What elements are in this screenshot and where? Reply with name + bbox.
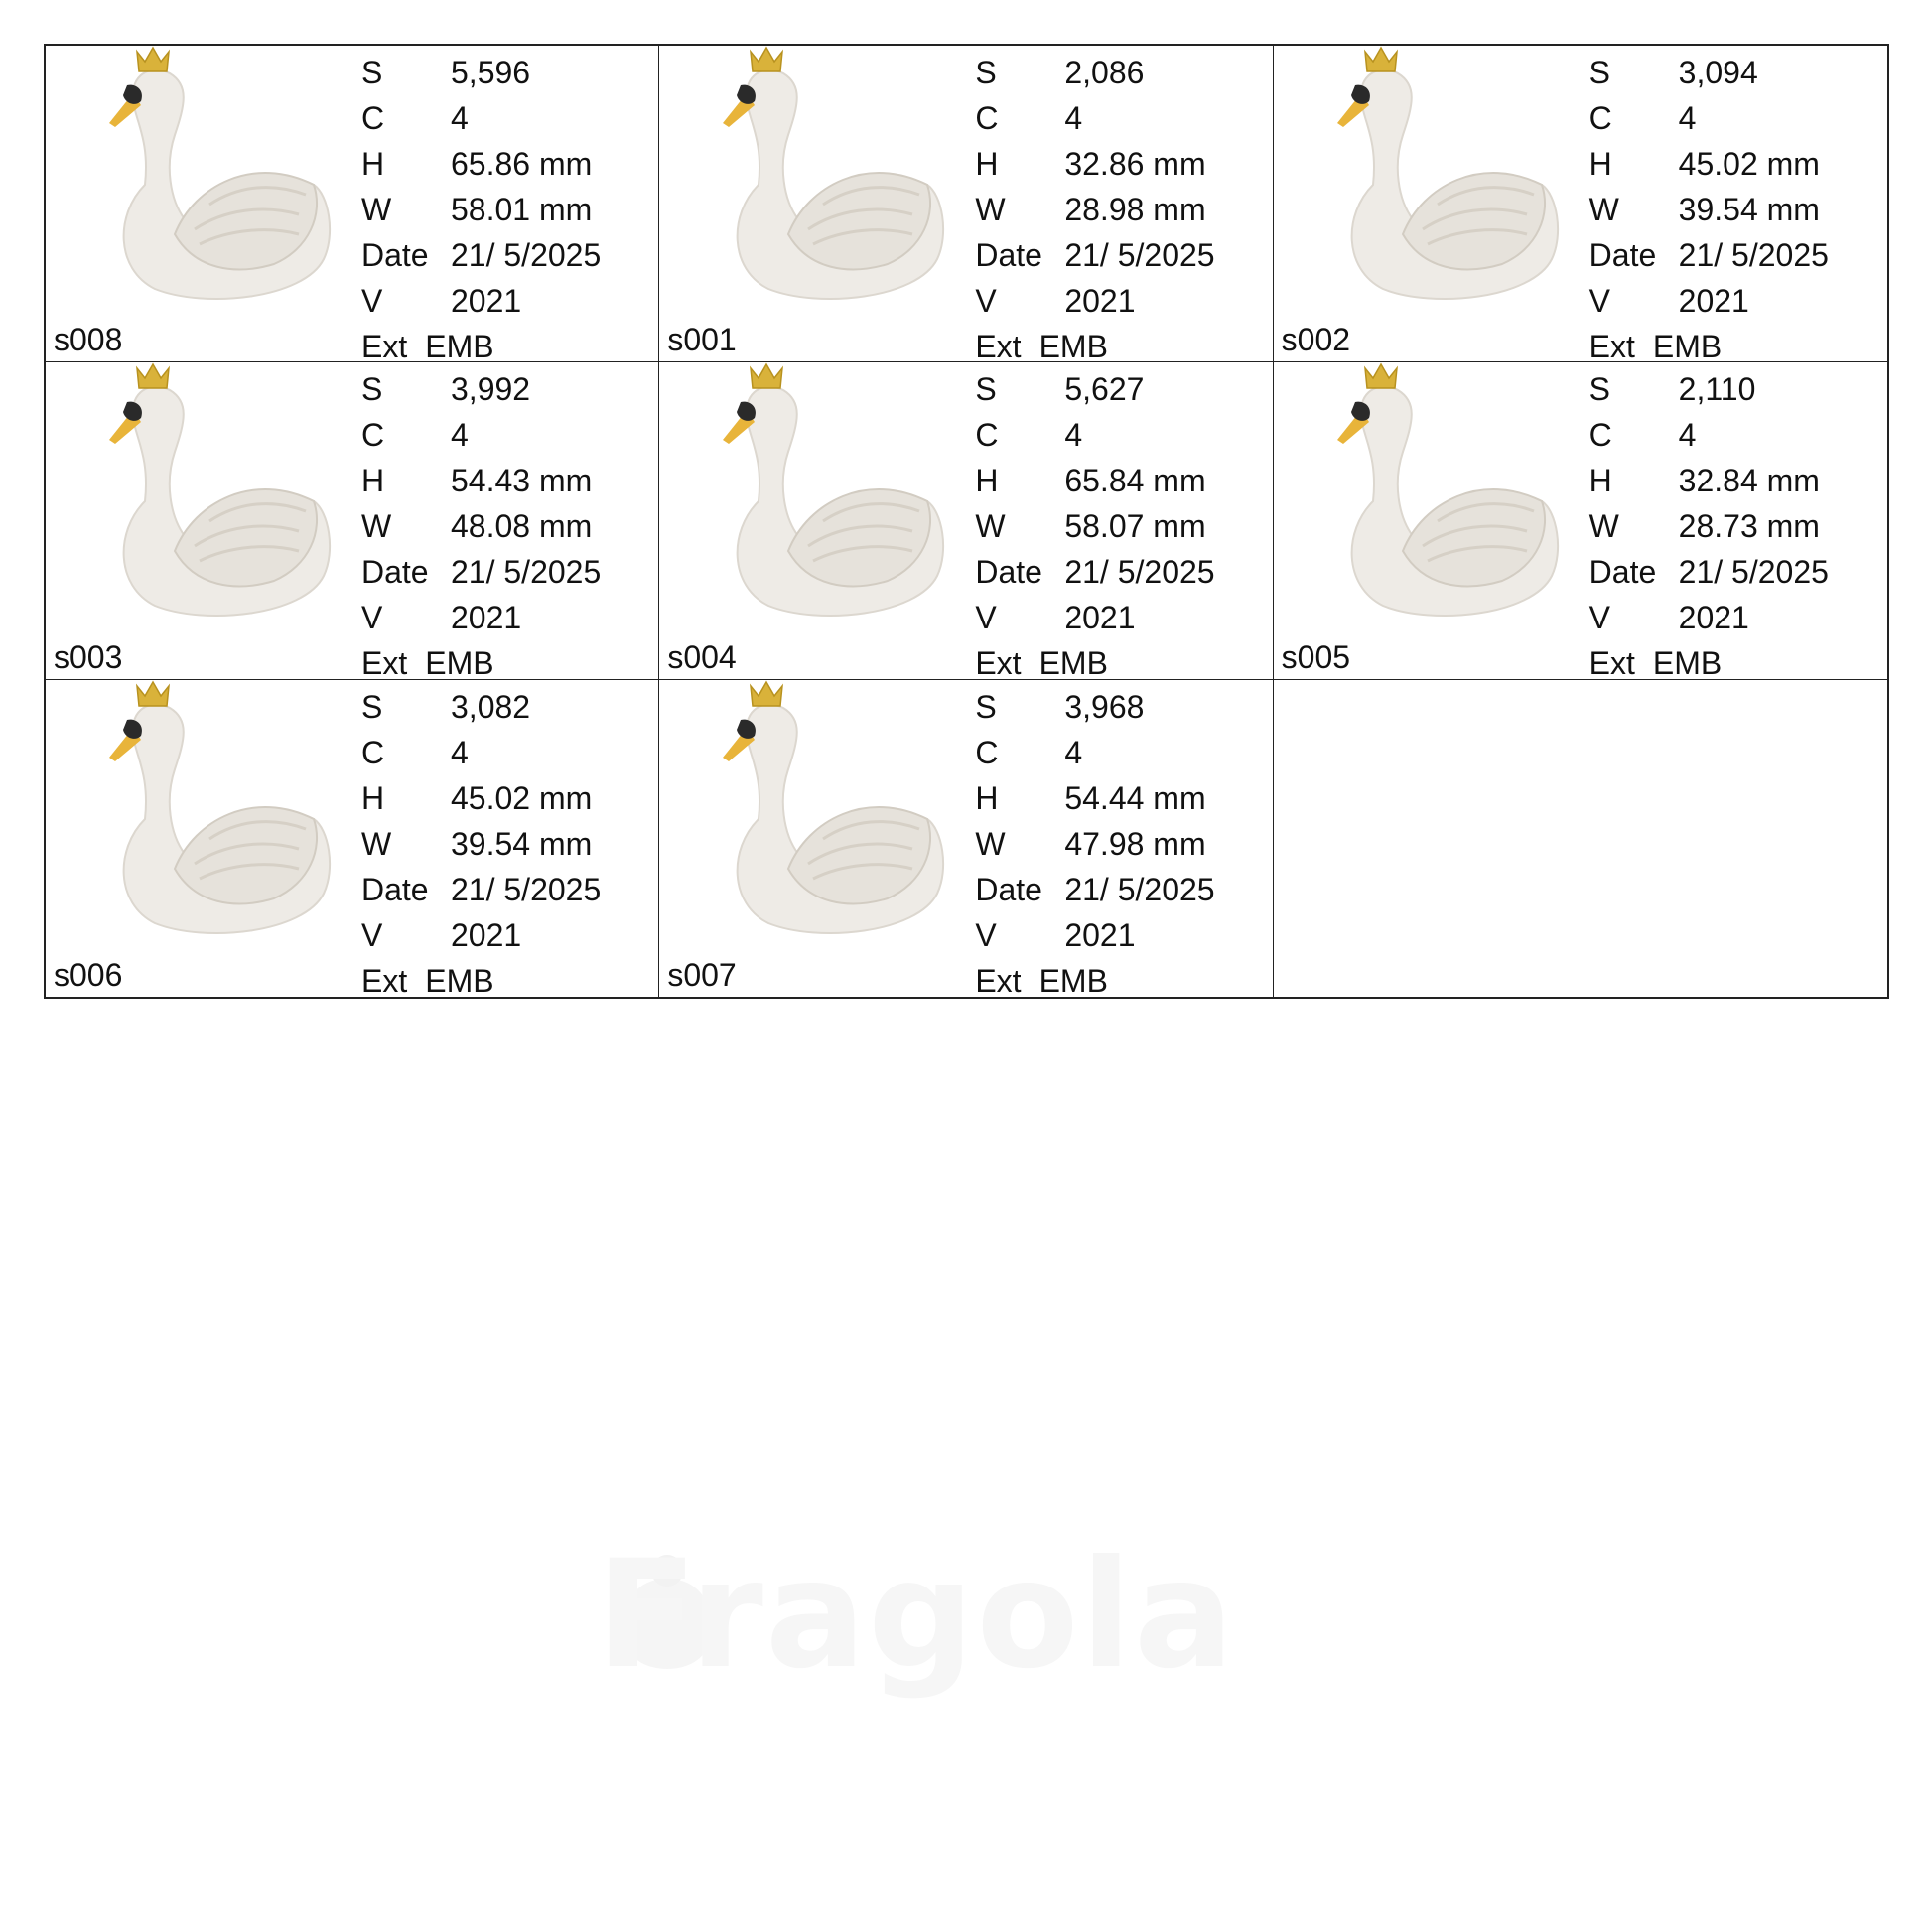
spec-label: W (975, 508, 1006, 545)
stitch-count-row (361, 366, 601, 412)
spec-label: C (361, 417, 385, 454)
color-count-row (975, 730, 1214, 775)
spec-value: 21/ 5/2025 (1678, 554, 1829, 591)
spec-value: 58.07 mm (1064, 508, 1206, 545)
design-name: s006 (54, 957, 123, 993)
width-row (361, 503, 601, 549)
spec-value: 2021 (1064, 916, 1136, 953)
spec-label: W (361, 508, 392, 545)
design-specs (361, 684, 601, 997)
design-catalog-sheet (44, 44, 1889, 999)
date-row (361, 549, 601, 595)
spec-value: EMB (1652, 329, 1723, 363)
color-count-row (1589, 412, 1829, 458)
version-row (975, 278, 1214, 324)
spec-value: 21/ 5/2025 (1064, 554, 1215, 591)
spec-value: 39.54 mm (451, 825, 593, 862)
spec-label: Ext (361, 962, 408, 997)
design-cell (46, 362, 659, 679)
spec-label: Ext (975, 962, 1022, 997)
spec-value: 58.01 mm (451, 192, 593, 227)
date-row (1589, 549, 1829, 595)
spec-value: 4 (451, 417, 469, 454)
extension-row (361, 640, 601, 679)
height-row (361, 458, 601, 503)
design-name: s005 (1281, 638, 1351, 675)
design-specs (975, 50, 1214, 362)
spec-value: 28.73 mm (1678, 508, 1820, 545)
color-count-row (1589, 95, 1829, 141)
color-count-row (361, 412, 601, 458)
spec-label: S (1588, 55, 1610, 90)
design-cell (659, 680, 1273, 997)
crowned-swan-icon (75, 46, 344, 304)
spec-label: Ext (975, 329, 1022, 363)
spec-value: 2021 (1678, 283, 1749, 319)
spec-value: 45.02 mm (1678, 146, 1820, 182)
extension-row (361, 958, 601, 997)
spec-value: 4 (1064, 100, 1083, 136)
spec-value: 21/ 5/2025 (1678, 237, 1829, 273)
spec-label: C (361, 734, 385, 770)
spec-label: V (361, 600, 383, 636)
date-row (975, 549, 1214, 595)
spec-value: 5,596 (451, 55, 531, 90)
height-row (1589, 141, 1829, 187)
height-row (361, 141, 601, 187)
width-row (975, 503, 1214, 549)
spec-value: 32.84 mm (1678, 463, 1820, 499)
spec-label: S (1588, 371, 1610, 408)
crowned-swan-icon (1304, 46, 1572, 304)
spec-label: H (361, 779, 385, 816)
spec-label: H (361, 463, 385, 499)
extension-row (975, 324, 1214, 362)
spec-value: 3,992 (451, 371, 531, 408)
spec-label: Date (361, 554, 429, 591)
spec-value: EMB (425, 962, 494, 997)
spec-value: EMB (425, 329, 494, 363)
height-row (361, 775, 601, 821)
version-row (975, 912, 1214, 958)
spec-label: H (361, 146, 385, 182)
spec-value: 4 (1064, 417, 1083, 454)
spec-value: 28.98 mm (1064, 192, 1206, 227)
spec-label: W (975, 192, 1006, 227)
spec-value: 2021 (1064, 283, 1136, 319)
extension-row (975, 640, 1214, 679)
design-specs (361, 50, 601, 362)
spec-value: 2021 (451, 283, 522, 319)
spec-label: C (1588, 100, 1612, 136)
extension-row (1589, 640, 1829, 679)
spec-label: Date (1588, 554, 1657, 591)
design-name: s003 (54, 638, 123, 675)
empty-cell (1274, 680, 1887, 997)
watermark-text: Fragola (596, 1529, 1237, 1702)
spec-value: EMB (1038, 329, 1108, 363)
design-name: s008 (54, 322, 123, 358)
design-cell (1274, 362, 1887, 679)
spec-label: S (975, 688, 997, 725)
spec-value: 2021 (451, 916, 522, 953)
height-row (975, 458, 1214, 503)
spec-label: S (975, 371, 997, 408)
color-count-row (975, 412, 1214, 458)
design-specs (975, 684, 1214, 997)
spec-value: 47.98 mm (1064, 825, 1206, 862)
spec-value: EMB (425, 645, 494, 680)
version-row (975, 595, 1214, 640)
spec-label: H (975, 146, 999, 182)
spec-value: 21/ 5/2025 (451, 554, 602, 591)
date-row (975, 867, 1214, 912)
version-row (1589, 595, 1829, 640)
stitch-count-row (361, 50, 601, 95)
width-row (1589, 503, 1829, 549)
version-row (361, 912, 601, 958)
spec-value: 5,627 (1064, 371, 1145, 408)
spec-value: 2021 (451, 600, 522, 636)
spec-value: 65.86 mm (451, 146, 593, 182)
spec-label: H (975, 779, 999, 816)
spec-value: 4 (1678, 100, 1697, 136)
spec-label: C (975, 100, 999, 136)
spec-value: 21/ 5/2025 (1064, 871, 1215, 907)
spec-label: V (361, 916, 383, 953)
crowned-swan-icon (75, 680, 344, 938)
spec-label: S (975, 55, 997, 90)
spec-label: V (361, 283, 383, 319)
spec-value: 4 (1064, 734, 1083, 770)
spec-value: 4 (451, 734, 469, 770)
stitch-count-row (1589, 366, 1829, 412)
stitch-count-row (361, 684, 601, 730)
spec-label: Ext (361, 645, 408, 680)
date-row (361, 232, 601, 278)
design-specs (1589, 50, 1829, 362)
crowned-swan-icon (689, 680, 957, 938)
spec-label: Ext (1588, 329, 1635, 363)
spec-value: 3,968 (1064, 688, 1145, 725)
spec-label: Ext (1588, 645, 1635, 680)
spec-value: 45.02 mm (451, 779, 593, 816)
spec-value: EMB (1038, 962, 1108, 997)
spec-label: S (361, 688, 383, 725)
spec-label: Date (361, 871, 429, 907)
spec-value: 65.84 mm (1064, 463, 1206, 499)
version-row (1589, 278, 1829, 324)
design-specs (361, 366, 601, 679)
design-cell (1274, 46, 1887, 362)
spec-label: H (975, 463, 999, 499)
spec-value: 54.43 mm (451, 463, 593, 499)
design-name: s004 (667, 638, 737, 675)
color-count-row (975, 95, 1214, 141)
spec-value: 54.44 mm (1064, 779, 1206, 816)
spec-value: EMB (1038, 645, 1108, 680)
design-name: s001 (667, 322, 737, 358)
spec-value: 48.08 mm (451, 508, 593, 545)
spec-value: 21/ 5/2025 (451, 237, 602, 273)
spec-value: 2,086 (1064, 55, 1145, 90)
height-row (1589, 458, 1829, 503)
spec-label: Ext (975, 645, 1022, 680)
design-name: s007 (667, 957, 737, 993)
date-row (361, 867, 601, 912)
extension-row (975, 958, 1214, 997)
spec-label: W (361, 192, 392, 227)
spec-label: V (975, 916, 997, 953)
width-row (975, 821, 1214, 867)
spec-label: C (975, 417, 999, 454)
design-cell (659, 46, 1273, 362)
spec-label: C (1588, 417, 1612, 454)
spec-value: 3,082 (451, 688, 531, 725)
spec-value: 2,110 (1678, 371, 1756, 408)
width-row (1589, 187, 1829, 232)
spec-value: 21/ 5/2025 (1064, 237, 1215, 273)
color-count-row (361, 730, 601, 775)
spec-label: H (1588, 463, 1612, 499)
spec-label: Date (975, 871, 1042, 907)
spec-value: 4 (451, 100, 469, 136)
spec-label: Date (1588, 237, 1657, 273)
spec-label: S (361, 55, 383, 90)
design-cell (659, 362, 1273, 679)
version-row (361, 278, 601, 324)
extension-row (1589, 324, 1829, 362)
spec-label: Date (975, 237, 1042, 273)
spec-label: W (975, 825, 1006, 862)
width-row (361, 821, 601, 867)
color-count-row (361, 95, 601, 141)
version-row (361, 595, 601, 640)
spec-label: V (975, 600, 997, 636)
crowned-swan-icon (689, 46, 957, 304)
stitch-count-row (975, 50, 1214, 95)
width-row (361, 187, 601, 232)
width-row (975, 187, 1214, 232)
spec-label: C (975, 734, 999, 770)
spec-label: V (1588, 283, 1610, 319)
spec-value: 21/ 5/2025 (451, 871, 602, 907)
design-cell (46, 680, 659, 997)
spec-label: V (975, 283, 997, 319)
spec-value: 39.54 mm (1678, 192, 1820, 227)
design-name: s002 (1281, 322, 1351, 358)
spec-value: 4 (1678, 417, 1697, 454)
spec-label: W (1588, 508, 1619, 545)
height-row (975, 775, 1214, 821)
spec-label: W (1588, 192, 1619, 227)
date-row (1589, 232, 1829, 278)
spec-value: 3,094 (1678, 55, 1758, 90)
stitch-count-row (1589, 50, 1829, 95)
stitch-count-row (975, 684, 1214, 730)
design-cell (46, 46, 659, 362)
date-row (975, 232, 1214, 278)
spec-value: 32.86 mm (1064, 146, 1206, 182)
design-specs (1589, 366, 1829, 679)
extension-row (361, 324, 601, 362)
crowned-swan-icon (75, 362, 344, 621)
crowned-swan-icon (689, 362, 957, 621)
spec-label: W (361, 825, 392, 862)
spec-label: Date (975, 554, 1042, 591)
stitch-count-row (975, 366, 1214, 412)
design-specs (975, 366, 1214, 679)
spec-label: Ext (361, 329, 408, 363)
spec-label: H (1588, 146, 1612, 182)
spec-value: 2021 (1064, 600, 1136, 636)
spec-label: S (361, 371, 383, 408)
spec-label: C (361, 100, 385, 136)
height-row (975, 141, 1214, 187)
crowned-swan-icon (1304, 362, 1572, 621)
spec-value: EMB (1652, 645, 1723, 680)
spec-label: Date (361, 237, 429, 273)
spec-value: 2021 (1678, 600, 1749, 636)
spec-label: V (1588, 600, 1610, 636)
